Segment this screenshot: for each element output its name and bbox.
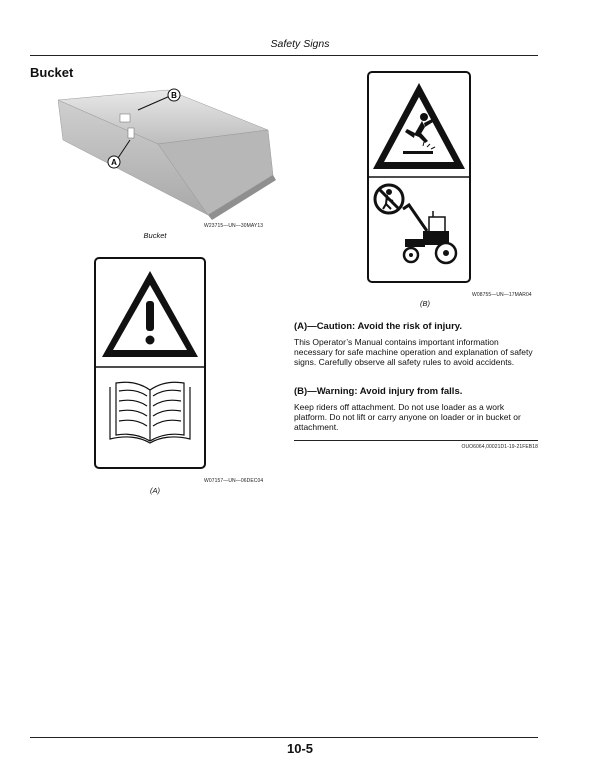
callout-b-label: B	[171, 91, 177, 100]
safety-sign-a	[94, 257, 206, 469]
bucket-illustration	[58, 80, 278, 220]
bucket-figure	[58, 80, 278, 220]
sign-a-figure-code: W07157—UN—06DEC04	[204, 478, 264, 484]
header-rule	[30, 55, 538, 56]
page-header-title: Safety Signs	[270, 38, 330, 50]
warning-body: Keep riders off attachment. Do not use loader as a work platform. Do not lift or carry anyone on loader or in bucket or attachment.	[294, 402, 521, 432]
warning-heading: (B)—Warning: Avoid injury from falls.	[294, 386, 463, 397]
page-number: 10-5	[286, 741, 314, 756]
section-title: Bucket	[30, 65, 74, 80]
bucket-figure-caption: Bucket	[143, 231, 167, 240]
bucket-figure-code: W23715—UN—30MAY13	[204, 223, 264, 229]
footer-rule	[30, 737, 538, 738]
sign-a-caption: (A)	[150, 486, 160, 495]
text-divider	[294, 440, 538, 441]
document-code: OUO6064,00021D1-19-21FEB18	[461, 444, 538, 450]
safety-sign-b-graphic	[367, 71, 471, 283]
caution-body: This Operator’s Manual contains important information necessary for safe machine operation and explanation of safety signs. Carefully observe all safety rules to avoid accidents.	[294, 337, 533, 367]
safety-sign-b	[367, 71, 471, 283]
sign-b-figure-code: W08755—UN—17MAR04	[472, 292, 532, 298]
caution-heading: (A)—Caution: Avoid the risk of injury.	[294, 321, 463, 332]
sign-b-caption: (B)	[420, 299, 430, 308]
callout-a-label: A	[111, 158, 117, 167]
safety-sign-a-graphic	[94, 257, 206, 469]
